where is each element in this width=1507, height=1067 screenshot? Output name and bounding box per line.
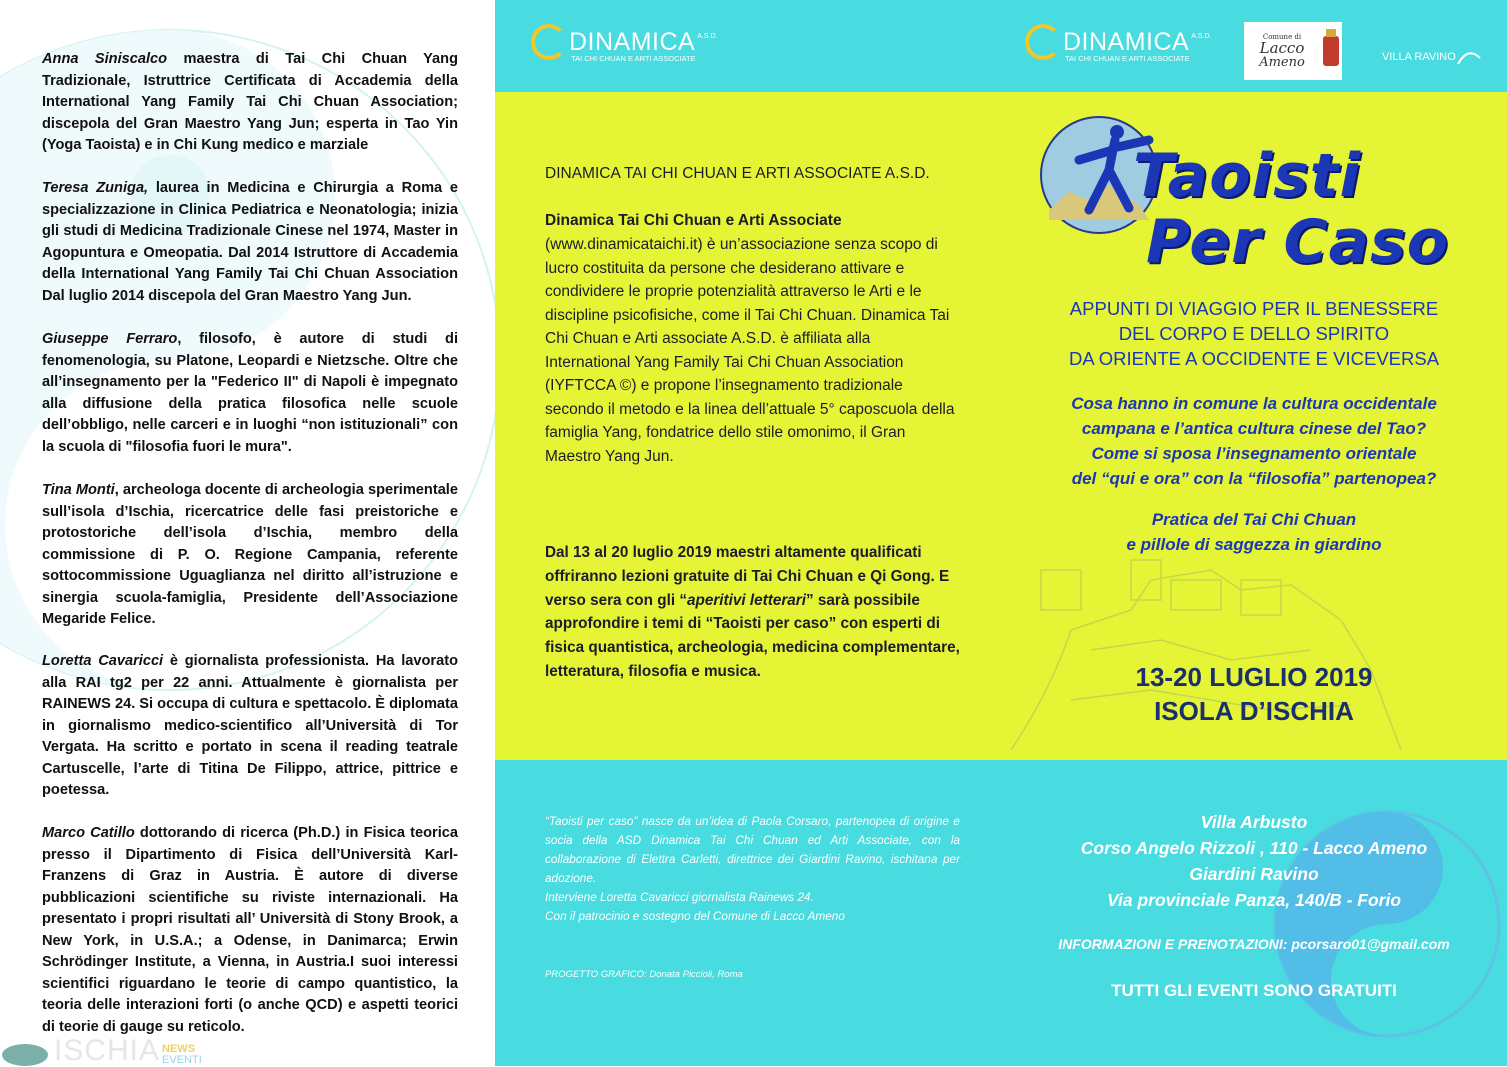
cover-panel	[1001, 0, 1507, 1066]
villa-ravino-wave-icon	[1456, 44, 1482, 70]
question-line: Cosa hanno in comune la cultura occidentale	[1071, 394, 1437, 413]
logo-asd: A.S.D.	[1191, 33, 1212, 40]
venue-line: Giardini Ravino	[1189, 864, 1319, 884]
graphic-credit: PROGETTO GRAFICO: Donata Piccioli, Roma	[545, 969, 743, 980]
bio-marco-catillo: Marco Catillo dottorando di ricerca (Ph.D.) in Fisica teorica presso il Dipartimento di Fisica dell’Università Karl-Franzens di Graz in Austria. È autore di diverse pubblicazioni scientifiche su riviste internazionali. Ha presentato i propri risultati all’ Università di Stony Brook, a New York, in U.S.A.; a Odense, in Danimarca; Erwin Schrödinger Institute, a Vienna, in Austria.I suoi interessi scientifici riguardano le teorie di campo quantistico, la teoria delle interazioni forti (o anche QCD) e aspetti teorici di teorie di gauge su reticolo.	[42, 825, 458, 1035]
free-events-note: TUTTI GLI EVENTI SONO GRATUITI	[1111, 981, 1397, 1000]
logo-subtitle: TAI CHI CHUAN E ARTI ASSOCIATE	[571, 54, 696, 63]
event-dates-block	[1001, 660, 1507, 728]
dinamica-logo	[531, 24, 718, 63]
bio-tina-monti: Tina Monti, archeologa docente di archeologia sperimentale sull’isola d’Ischia, ricercatrice delle fasi preistoriche e protostoriche dell’isola d’Ischia, membro della commissione di P. O. Regione Campania, referente sottocommissione Uguaglianza nel diritto all’istruzione e sinergia scuola-famiglia, Presidente dell’Associazione Megaride Felice.	[42, 482, 458, 627]
org-description: (www.dinamicataichi.it) è un’associazione senza scopo di lucro costituita da persone che desiderano attivare e condividere le proprie potenzialità attraverso le Arti e le discipline psicofisiche, come il Tai Chi Chuan. Dinamica Tai Chi Chuan e Arti associate A.S.D. è affiliata alla International Yang Family Tai Chi Chuan Association (IYFTCCA ©) e propone l’insegnamento tradizionale secondo il metodo e la linea dell’attuale 5° caposcuola della famiglia Yang, fondatrice dello stile omonimo, il Gran Maestro Yang Jun.	[545, 236, 955, 465]
event-place: ISOLA D’ISCHIA	[1154, 696, 1354, 726]
ischia-news-watermark	[2, 1036, 202, 1066]
subtitle-line: DA ORIENTE A OCCIDENTE E VICEVERSA	[1068, 348, 1440, 369]
question-line: del “qui e ora” con la “filosofia” partenopea?	[1071, 469, 1437, 488]
dinamica-logo	[1025, 24, 1212, 63]
dinamica-ring-icon	[1025, 24, 1061, 60]
watermark-word: ISCHIA	[54, 1034, 161, 1067]
event-dates: 13-20 LUGLIO 2019	[1135, 662, 1373, 692]
credits-guest: Interviene Loretta Cavaricci giornalista Rainews 24.	[545, 890, 814, 904]
logo-subtitle: TAI CHI CHUAN E ARTI ASSOCIATE	[1065, 54, 1190, 63]
practice-line: e pillole di saggezza in giardino	[1126, 535, 1382, 554]
venue-line: Via provinciale Panza, 140/B - Forio	[1106, 890, 1402, 910]
association-panel	[495, 0, 1001, 1066]
org-name: Dinamica Tai Chi Chuan e Arti Associate	[545, 212, 842, 229]
watermark-eventi: EVENTI	[162, 1054, 202, 1066]
question-line: campana e l’antica cultura cinese del Tao?	[1081, 419, 1427, 438]
title-line-1: Taoisti	[1133, 141, 1362, 211]
bios-panel	[0, 0, 495, 1066]
dinamica-ring-icon	[531, 24, 567, 60]
logo-word: DINAMICA	[1063, 27, 1190, 56]
venue-line: Villa Arbusto	[1200, 812, 1308, 832]
subtitle-block	[1001, 296, 1507, 371]
comune-line1: Comune di	[1262, 32, 1302, 41]
comune-lacco-ameno-logo	[1244, 22, 1342, 80]
logo-asd: A.S.D.	[697, 33, 718, 40]
question-line: Come si sposa l’insegnamento orientale	[1091, 444, 1417, 463]
ischia-logo-icon	[2, 1044, 48, 1066]
bio-loretta-cavaricci: Loretta Cavaricci è giornalista professionista. Ha lavorato alla RAI tg2 per 22 anni. Attualmente è giornalista per RAINEWS 24. Si occupa di cultura e spettacolo. È diplomata in giornalismo medico-scientifico all’Università di Tor Vergata. Ha scritto e portato in scena il reading teatrale Cartuscelle, l’arte di Titina De Filippo, attrice, pittrice e poetessa.	[42, 653, 459, 798]
venue-block	[1001, 809, 1507, 913]
logo-word: DINAMICA	[569, 27, 696, 56]
questions-block	[1001, 391, 1507, 491]
coat-of-arms-icon	[1320, 26, 1342, 76]
info-contact: INFORMAZIONI E PRENOTAZIONI: pcorsaro01@gmail.com	[1058, 936, 1450, 952]
villa-ravino-logo	[1382, 44, 1482, 70]
practice-block	[1001, 507, 1507, 557]
title-line-2: Per Caso	[1146, 207, 1449, 277]
org-heading: DINAMICA TAI CHI CHUAN E ARTI ASSOCIATE A.S.D.	[545, 165, 930, 182]
bio-giuseppe-ferraro: Giuseppe Ferraro, filosofo, è autore di studi di fenomenologia, su Platone, Leopardi e Nietzsche. Oltre che all’insegnamento per la "Federico II" di Napoli è impegnato alla diffusione della pratica filosofica nelle scuole dell’obbligo, nelle carceri e in luoghi “non istituzionali” con la scuola di "filosofia fuori le mura".	[42, 331, 458, 455]
villa-ravino-text: VILLA RAVINO	[1382, 51, 1456, 63]
credits-text: “Taoisti per caso” nasce da un’idea di Paola Corsaro, partenopea di origine e socia della ASD Dinamica Tai Chi Chuan ed Arti Associate, con la collaborazione di Elettra Carletti, direttrice dei Giardini Ravino, ischitana per adozione.	[545, 814, 960, 885]
subtitle-line: APPUNTI DI VIAGGIO PER IL BENESSERE	[1069, 298, 1439, 319]
subtitle-line: DEL CORPO E DELLO SPIRITO	[1118, 323, 1390, 344]
credits-patronage: Con il patrocinio e sostegno del Comune di Lacco Ameno	[545, 909, 845, 923]
comune-line3: Ameno	[1259, 54, 1305, 70]
credits-block	[545, 812, 960, 926]
comune-line2: Lacco	[1259, 38, 1305, 57]
bio-anna-siniscalco: Anna Siniscalco maestra di Tai Chi Chuan Yang Tradizionale, Istruttrice Certificata di Accademia della International Yang Family Tai Chi Chuan Association; discepola del Gran Maestro Yang Jun; esperta in Tao Yin (Yoga Taoista) e in Chi Kung medico e marziale	[42, 51, 459, 153]
venue-line: Corso Angelo Rizzoli , 110 - Lacco Ameno	[1080, 838, 1428, 858]
bio-teresa-zuniga: Teresa Zuniga, laurea in Medicina e Chirurgia a Roma e specializzazione in Clinica Pediatrica e Neonatologia; inizia gli studi di Medicina Tradizionale Cinese nel 1974, Master in Agopuntura e Omeopatia. Dal 2014 Istruttore di Accademia della International Yang Family Tai Chi Chuan Association Dal luglio 2014 discepola del Gran Maestro Yang Jun.	[42, 180, 458, 304]
event-description: Dal 13 al 20 luglio 2019 maestri altamente qualificati offriranno lezioni gratuite di Tai Chi Chuan e Qi Gong. E verso sera con gli “aperitivi letterari” sarà possibile approfondire i temi di “Taoisti per caso” con esperti di fisica quantistica, archeologia, medicina complementare, letteratura, filosofia e musica.	[545, 544, 960, 680]
watermark-news: NEWS	[162, 1043, 196, 1055]
practice-line: Pratica del Tai Chi Chuan	[1151, 510, 1357, 529]
